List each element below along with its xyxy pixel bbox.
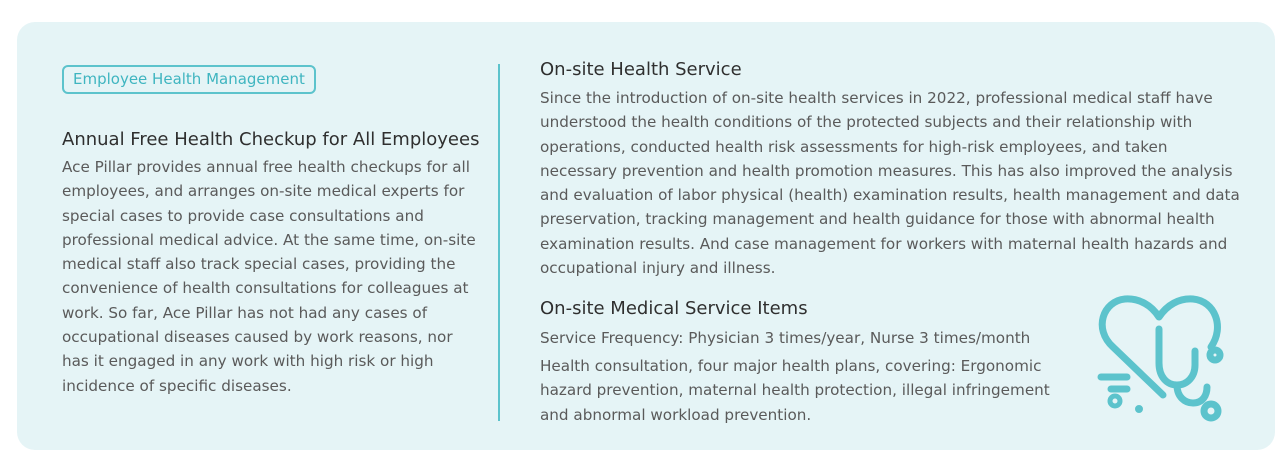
health-service-description: Since the introduction of on-site health services in 2022, professional medical staff have understood the health conditions of the protected subjects and their relationship with operations, conducted health risk assessments for high-risk employees, and taken necessary prevention and health promotion measures. This has also improved the analysis and evaluation of labor physical (health) examination results, health management and data preservation, tracking management and health guidance for those with abnormal health examination results. And case management for workers with maternal health hazards and occupational injury and illness. bbox=[540, 89, 1240, 278]
column-divider bbox=[498, 64, 500, 421]
checkup-description: Ace Pillar provides annual free health checkups for all employees, and arranges on-site medical experts for special cases to provide case consultations and professional medical advice. At the same time, on-site medical staff also track special cases, providing the convenience of health consultations for colleagues at work. So far, Ace Pillar has not had any cases of occupational diseases caused by work reasons, nor has it engaged in any work with high risk or high incidence of specific diseases. bbox=[62, 158, 476, 395]
service-items-description: Health consultation, four major health plans, covering: Ergonomic hazard prevention, maternal health protection, illegal infringement and abnormal workload prevention. bbox=[540, 357, 1050, 424]
health-service-heading: On-site Health Service bbox=[540, 59, 742, 80]
service-items-heading: On-site Medical Service Items bbox=[540, 298, 808, 319]
heart-stethoscope-icon bbox=[1093, 293, 1233, 423]
service-frequency: Service Frequency: Physician 3 times/year, Nurse 3 times/month bbox=[540, 329, 1031, 347]
section-badge: Employee Health Management bbox=[62, 65, 316, 94]
checkup-heading: Annual Free Health Checkup for All Employees bbox=[62, 129, 480, 150]
